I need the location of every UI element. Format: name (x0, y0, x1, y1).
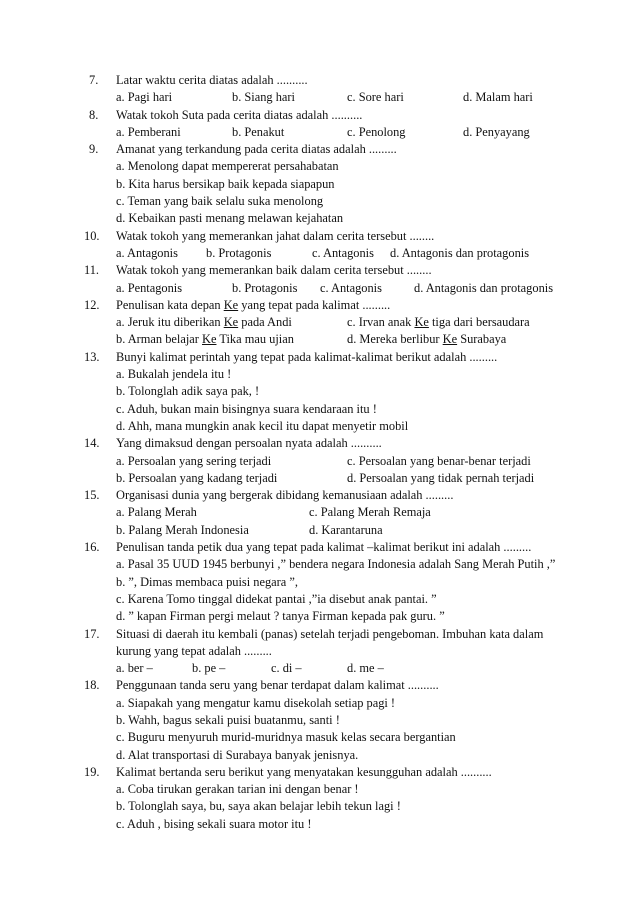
question-13 (0, 349, 638, 435)
question-number: 9. (89, 142, 99, 157)
options-row (0, 660, 638, 677)
option-a[interactable]: a. Persoalan yang sering terjadi (116, 453, 272, 468)
question-11 (0, 262, 638, 297)
options-list (0, 781, 638, 833)
question-17 (0, 626, 638, 678)
option-d[interactable]: d. Mereka berlibur Ke Surabaya (347, 332, 507, 347)
option-a[interactable]: a. Jeruk itu diberikan Ke pada Andi (116, 315, 292, 330)
option-a[interactable]: a. Pagi hari (116, 90, 173, 105)
question-text: Penulisan kata depan Ke yang tepat pada kalimat ......... (116, 297, 391, 312)
option-a[interactable]: a. ber – (116, 661, 153, 676)
option-b[interactable]: b. Penakut (232, 124, 285, 139)
option-b[interactable]: b. ”, Dimas membaca puisi negara ”, (116, 574, 299, 589)
option-a[interactable]: a. Coba tirukan gerakan tarian ini dengan benar ! (116, 782, 359, 797)
question-number: 11. (84, 263, 100, 278)
option-c[interactable]: c. di – (271, 661, 302, 676)
question-number: 8. (89, 107, 99, 122)
question-14 (0, 435, 638, 487)
question-number: 18. (84, 678, 100, 693)
question-19 (0, 764, 638, 833)
option-c[interactable]: c. Irvan anak Ke tiga dari bersaudara (347, 315, 530, 330)
options-row (0, 522, 638, 539)
option-d[interactable]: d. Ahh, mana mungkin anak kecil itu dapat menyetir mobil (116, 418, 409, 433)
question-text: Bunyi kalimat perintah yang tepat pada kalimat-kalimat berikut adalah ......... (116, 349, 498, 364)
option-d[interactable]: d. Malam hari (463, 90, 533, 105)
option-c[interactable]: c. Palang Merah Remaja (309, 505, 431, 520)
option-b[interactable]: b. Protagonis (232, 280, 298, 295)
question-number: 15. (84, 488, 100, 503)
options-row (0, 124, 638, 141)
question-text: Watak tokoh Suta pada cerita diatas adalah .......... (116, 107, 363, 122)
option-d[interactable]: d. Antagonis dan protagonis (414, 280, 554, 295)
option-c[interactable]: c. Teman yang baik selalu suka menolong (116, 194, 324, 209)
question-text: Organisasi dunia yang bergerak dibidang kemanusiaan adalah ......... (116, 488, 454, 503)
option-d[interactable]: d. Alat transportasi di Surabaya banyak jenisnya. (116, 747, 359, 762)
question-10 (0, 228, 638, 263)
option-d[interactable]: d. Antagonis dan protagonis (390, 245, 530, 260)
question-16 (0, 539, 638, 625)
option-d[interactable]: d. Kebaikan pasti menang melawan kejahatan (116, 211, 344, 226)
question-text: Penggunaan tanda seru yang benar terdapat dalam kalimat .......... (116, 678, 439, 693)
question-text: Latar waktu cerita diatas adalah .......... (116, 73, 308, 87)
option-d[interactable]: d. ” kapan Firman pergi melaut ? tanya Firman kepada pak guru. ” (116, 609, 445, 624)
question-number: 7. (89, 73, 99, 87)
option-c[interactable]: c. Buguru menyuruh murid-muridnya masuk kelas secara bergantian (116, 730, 456, 745)
options-row (0, 280, 638, 297)
options-row (0, 453, 638, 470)
question-8 (0, 107, 638, 142)
question-number: 13. (84, 349, 100, 364)
option-d[interactable]: d. Persoalan yang tidak pernah terjadi (347, 470, 535, 485)
options-list (0, 574, 638, 626)
option-c[interactable]: c. Persoalan yang benar-benar terjadi (347, 453, 531, 468)
option-b[interactable]: b. Kita harus bersikap baik kepada siapapun (116, 176, 335, 191)
options-row (0, 89, 638, 106)
question-number: 19. (84, 764, 100, 779)
option-a[interactable]: a. Pentagonis (116, 280, 183, 295)
question-15 (0, 487, 638, 539)
option-a[interactable]: a. Siapakah yang mengatur kamu disekolah setiap pagi ! (116, 695, 396, 710)
option-d[interactable]: d. me – (347, 661, 384, 676)
option-b[interactable]: b. Palang Merah Indonesia (116, 522, 249, 537)
option-c[interactable]: c. Antagonis (312, 245, 374, 260)
option-a[interactable]: a. Antagonis (116, 245, 178, 260)
question-text: Watak tokoh yang memerankan baik dalam cerita tersebut ........ (116, 263, 432, 278)
question-text: Amanat yang terkandung pada cerita diatas adalah ......... (116, 142, 397, 157)
question-text: Yang dimaksud dengan persoalan nyata adalah .......... (116, 436, 382, 451)
option-b[interactable]: b. Tolonglah adik saya pak, ! (116, 384, 260, 399)
question-number: 10. (84, 228, 100, 243)
option-a[interactable]: a. Menolong dapat mempererat persahabatan (116, 159, 339, 174)
question-text: Watak tokoh yang memerankan jahat dalam cerita tersebut ........ (116, 228, 435, 243)
option-b[interactable]: b. Tolonglah saya, bu, saya akan belajar lebih tekun lagi ! (116, 799, 401, 814)
option-c[interactable]: c. Aduh , bising sekali suara motor itu ! (116, 816, 312, 831)
options-list (0, 158, 638, 227)
options-list (0, 366, 638, 435)
question-12 (0, 297, 638, 349)
option-a[interactable]: a. Pasal 35 UUD 1945 berbunyi ,” bendera negara Indonesia adalah Sang Merah Putih ,” (116, 557, 556, 572)
question-number: 17. (84, 626, 100, 641)
option-d[interactable]: d. Karantaruna (309, 522, 383, 537)
option-c[interactable]: c. Antagonis (320, 280, 382, 295)
option-c[interactable]: c. Penolong (347, 124, 406, 139)
options-list (0, 695, 638, 764)
question-18 (0, 677, 638, 763)
question-number: 14. (84, 436, 100, 451)
option-a[interactable]: a. Bukalah jendela itu ! (116, 367, 232, 382)
question-number: 12. (84, 297, 100, 312)
question-text: Situasi di daerah itu kembali (panas) setelah terjadi pengeboman. Imbuhan kata dalam kurung yang tepat adalah ......... (116, 626, 544, 658)
option-b[interactable]: b. Persoalan yang kadang terjadi (116, 470, 278, 485)
question-9 (0, 141, 638, 227)
option-c[interactable]: c. Karena Tomo tinggal didekat pantai ,”ia disebut anak pantai. ” (116, 591, 437, 606)
option-b[interactable]: b. Arman belajar Ke Tika mau ujian (116, 332, 294, 347)
question-text: Kalimat bertanda seru berikut yang menyatakan kesungguhan adalah .......... (116, 764, 492, 779)
options-row (0, 504, 638, 521)
underlined-word: Ke (223, 297, 239, 312)
options-row (0, 470, 638, 487)
option-b[interactable]: b. Protagonis (206, 245, 272, 260)
option-b[interactable]: b. Siang hari (232, 90, 295, 105)
option-c[interactable]: c. Sore hari (347, 90, 404, 105)
option-b[interactable]: b. Wahh, bagus sekali puisi buatanmu, santi ! (116, 712, 340, 727)
option-c[interactable]: c. Aduh, bukan main bisingnya suara kendaraan itu ! (116, 401, 377, 416)
option-d[interactable]: d. Penyayang (463, 124, 530, 139)
options-row (0, 314, 638, 331)
option-b[interactable]: b. pe – (192, 661, 226, 676)
option-a[interactable]: a. Palang Merah (116, 505, 197, 520)
option-a[interactable]: a. Pemberani (116, 124, 181, 139)
options-row (0, 245, 638, 262)
question-sheet (0, 72, 638, 833)
options-row (0, 331, 638, 348)
question-7 (0, 72, 638, 107)
question-text: Penulisan tanda petik dua yang tepat pada kalimat –kalimat berikut ini adalah ......... (116, 540, 532, 555)
question-number: 16. (84, 540, 100, 555)
